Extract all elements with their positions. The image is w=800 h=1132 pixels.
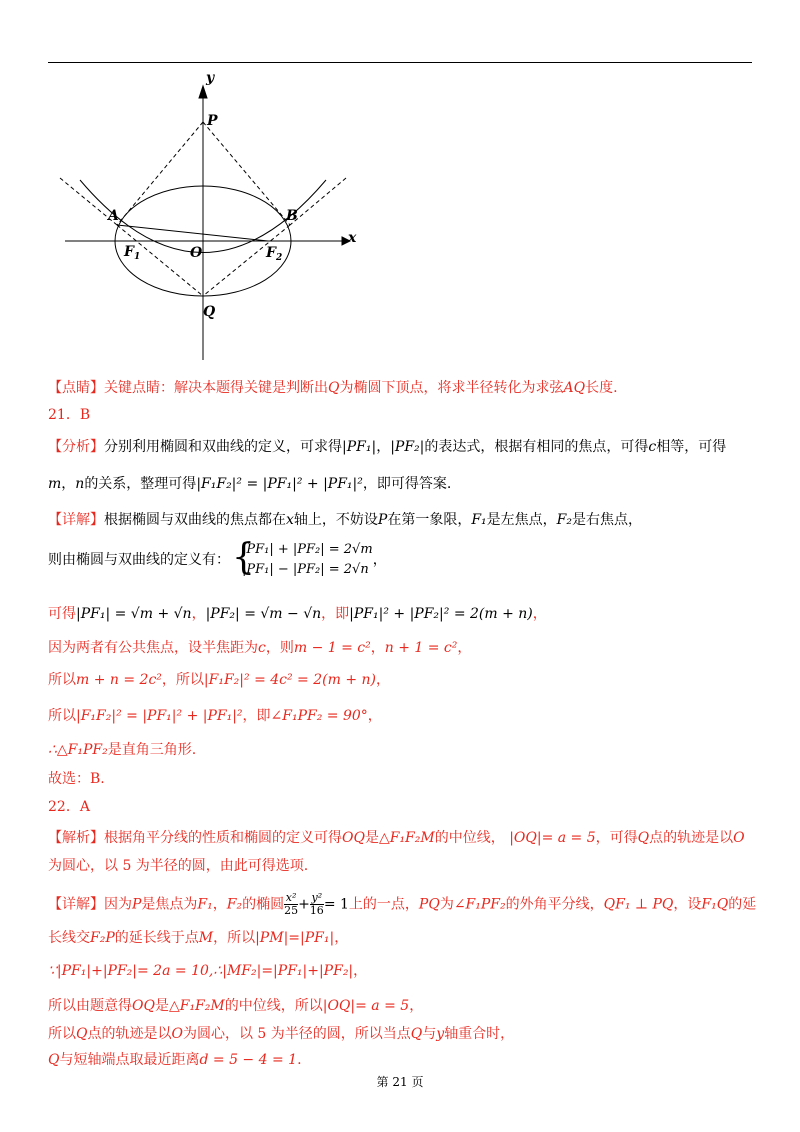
y-axis-arrow [199,86,207,98]
q21-detail-line5: 所以m + n = 2c²，所以|F₁F₂|² = 4c² = 2(m + n)， [48,672,390,688]
ellipse-hyperbola-figure [50,70,380,370]
q22-explanation-line1: 【解析】根据角平分线的性质和椭圆的定义可得OQ是△F₁F₂M的中位线， |OQ|= a = 5，可得Q点的轨迹是以O [48,830,745,846]
q22-detail-line3: ∵|PF₁|+|PF₂|= 2a = 10,∴|MF₂|=|PF₁|+|PF₂|， [48,963,368,979]
q22-detail-line4: 所以由题意得OQ是△F₁F₂M的中位线，所以|OQ|= a = 5， [48,998,424,1014]
label-A: A [108,208,119,224]
page-number: 第 21 页 [376,1075,424,1089]
q22-detail-line1: 【详解】因为P是焦点为F₁，F₂的椭圆 $\frac{\text{x²}}{25}$ + $\frac{\text{y²}}{16}$ = 1上的一点，PQ为∠F₁PF₂的外角平分线，QF₁ ⊥ PQ，设F₁Q的延 [48,891,757,917]
q22-detail-line2: 长线交F₂P的延长线于点M，所以|PM|=|PF₁|， [48,930,349,946]
q21-conclusion: ∴△F₁PF₂是直角三角形. [48,742,197,758]
q21-choice: 故选：B. [48,771,105,787]
q22-detail-line5: 所以Q点的轨迹是以O为圆心，以 5 为半径的圆，所以当点Q与y轴重合时， [48,1026,515,1042]
q21-answer: 21．B [48,407,91,423]
q22-detail-line6: Q与短轴端点取最近距离d = 5 − 4 = 1. [48,1052,302,1068]
label-Q: Q [203,304,216,320]
label-x: x [348,230,357,246]
q21-detail-line3: 可得|PF₁| = √m + √n，|PF₂| = √m − √n，即|PF₁|² + |PF₂|² = 2(m + n)， [48,606,547,622]
label-O: O [190,245,203,261]
label-F2: $F_2$ [266,245,283,263]
q22-answer: 22．A [48,799,90,815]
label-P: P [207,113,218,129]
label-B: B [286,208,298,224]
q22-explanation-line2: 为圆心，以 5 为半径的圆，由此可得选项. [48,858,309,874]
tangent-right [290,178,346,225]
line-P-A [117,122,203,225]
q21-detail-line4: 因为两者有公共焦点，设半焦距为c，则m − 1 = c²，n + 1 = c²， [48,640,472,656]
key-point-line: 【点睛】关键点睛：解决本题得关键是判断出Q为椭圆下顶点，将求半径转化为求弦AQ长度. [48,380,618,396]
q21-detail-line6: 所以|F₁F₂|² = |PF₁|² + |PF₁|²，即∠F₁PF₂ = 90°， [48,708,382,724]
q21-analysis-line1: 【分析】分别利用椭圆和双曲线的定义，可求得|PF₁|，|PF₂|的表达式，根据有相同的焦点，可得c相等，可得 [48,439,727,455]
label-y: y [206,70,215,86]
q21-definition-system: 则由椭圆与双曲线的定义有： { |PF₁| + |PF₂| = 2√m |PF₁| − |PF₂| = 2√n ， [48,537,387,578]
label-F1: $F_1$ [124,244,141,262]
line-P-B [203,122,290,225]
q21-analysis-line2: m，n的关系，整理可得|F₁F₂|² = |PF₁|² + |PF₁|²，即可得答案. [48,476,452,492]
header-rule [48,62,752,63]
q21-detail-line1: 【详解】根据椭圆与双曲线的焦点都在x轴上，不妨设P在第一象限，F₁是左焦点，F₂是右焦点， [48,512,642,528]
